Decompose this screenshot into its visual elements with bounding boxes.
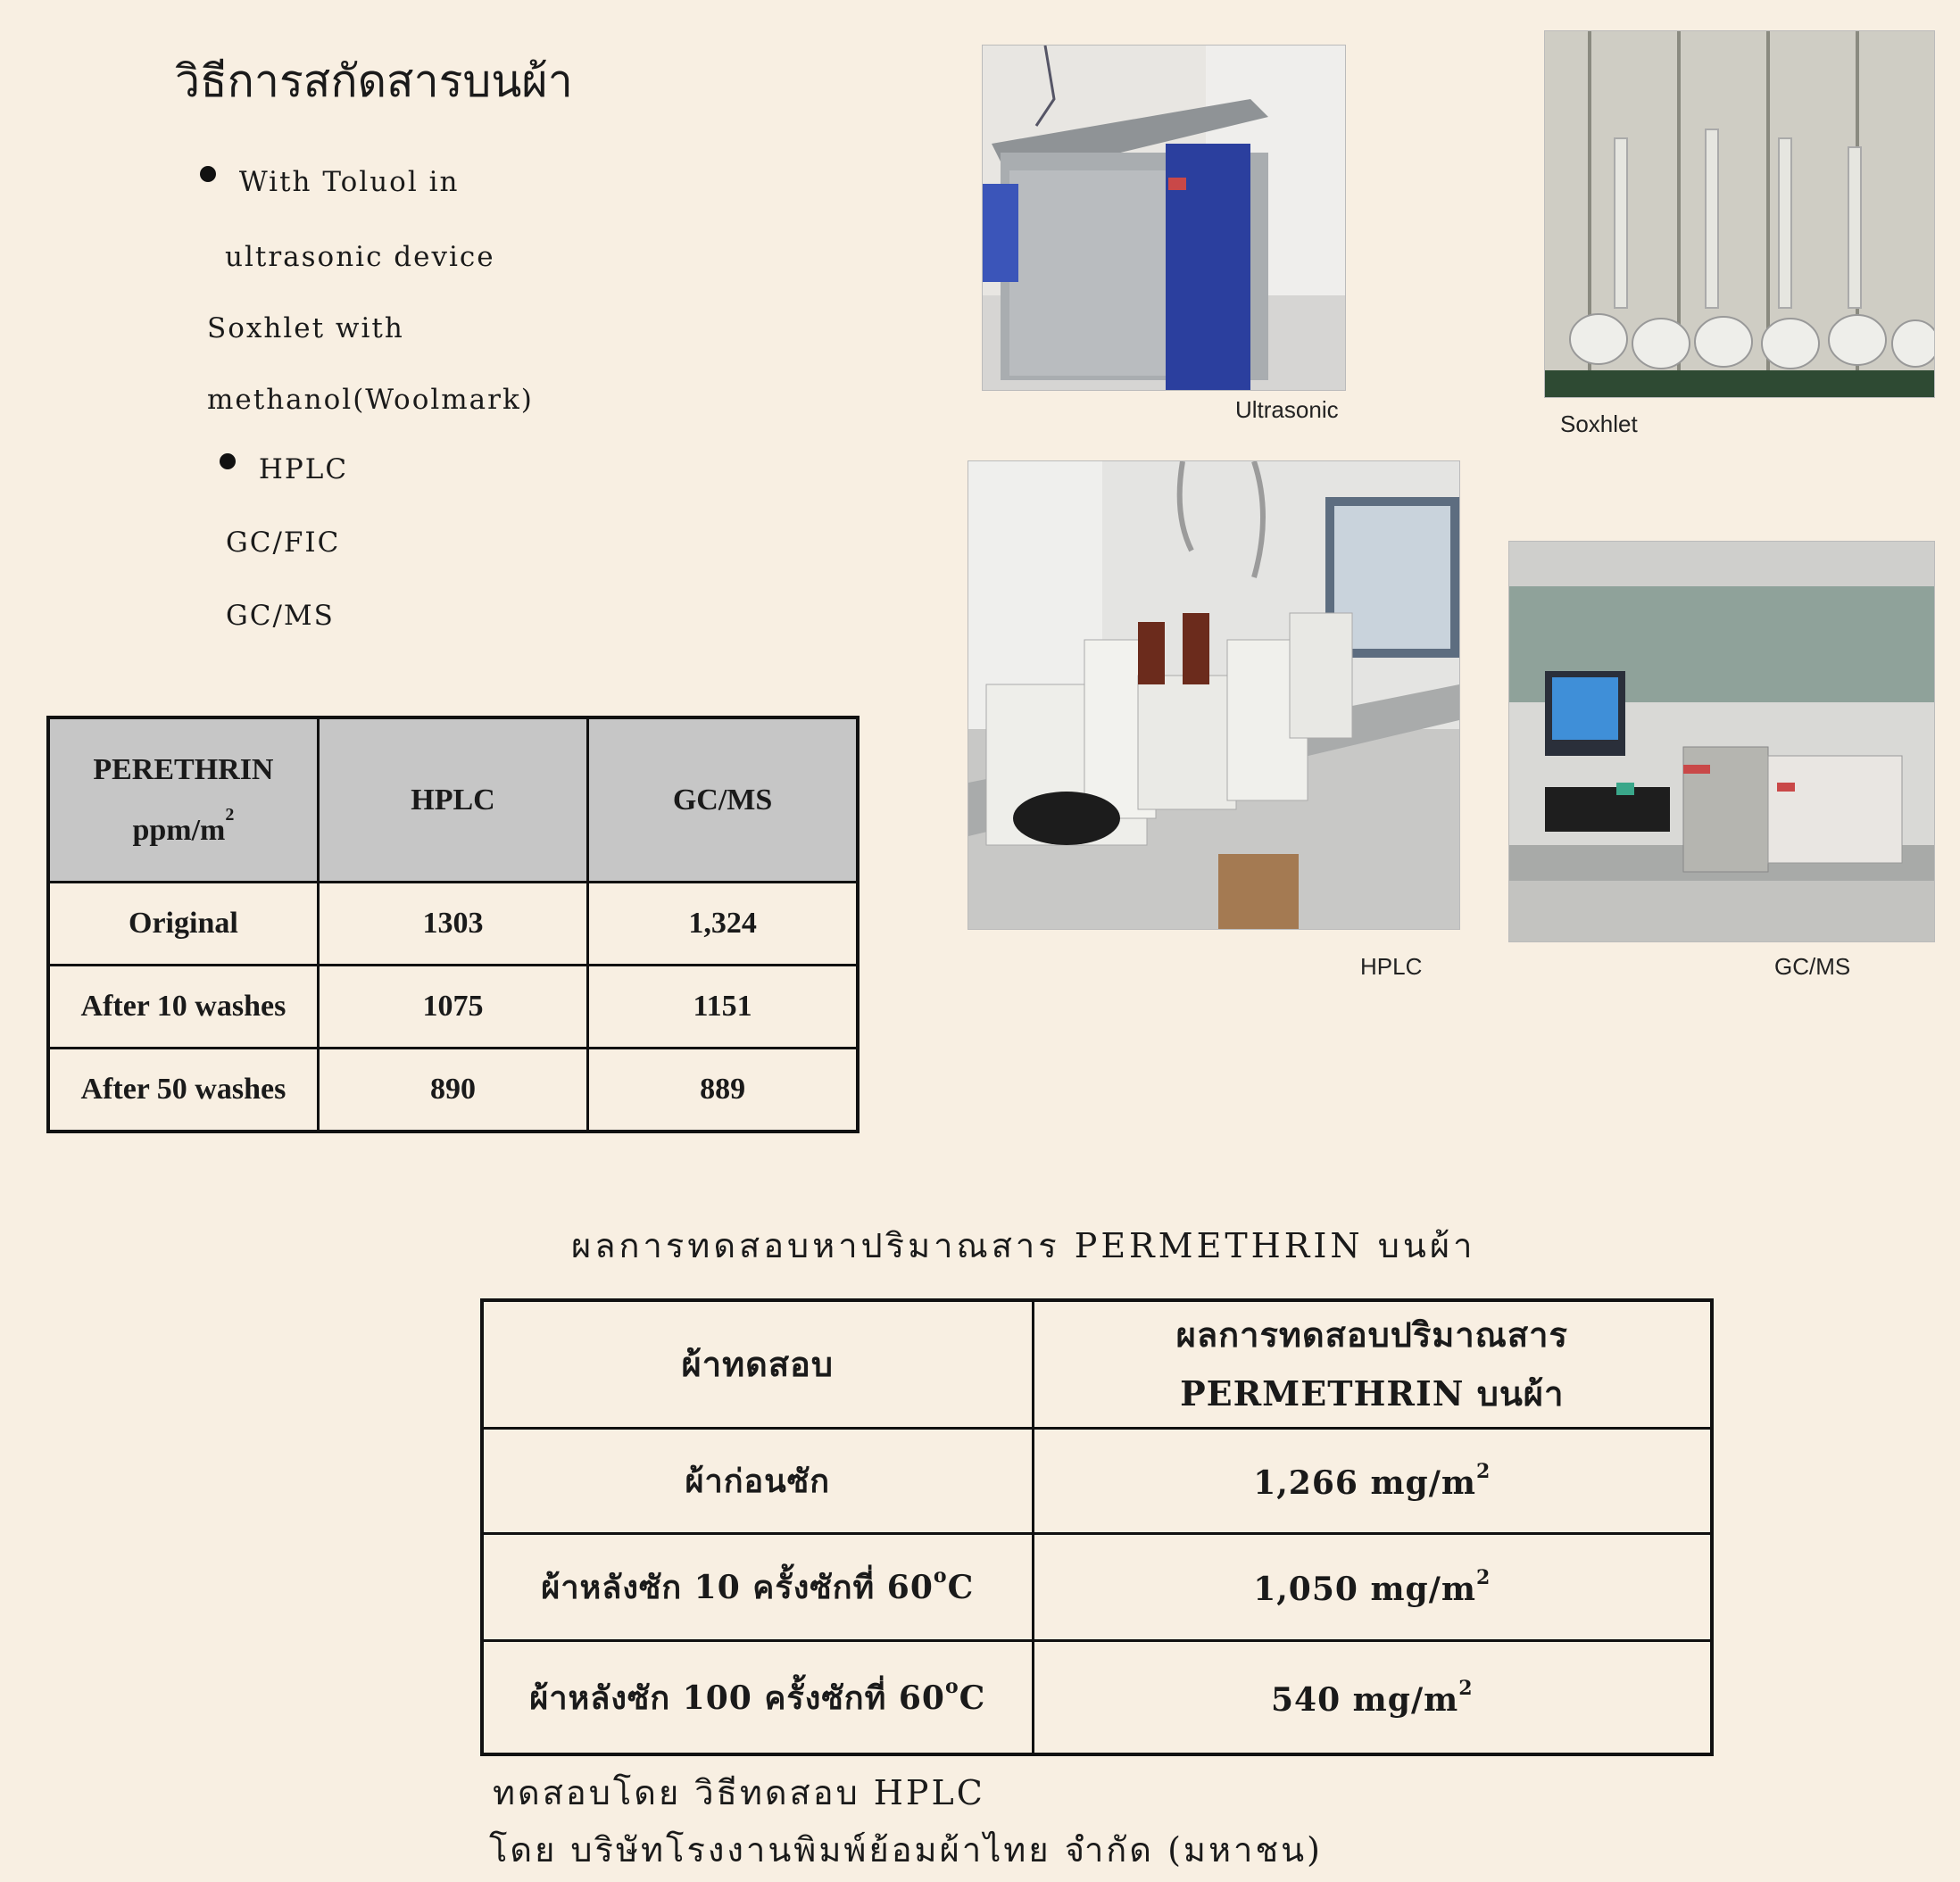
row-label: ผ้าหลังซัก 100 ครั้งซักที่ 60$^o$C (482, 1641, 1033, 1755)
hplc-caption: HPLC (1360, 953, 1423, 980)
table-row (482, 1534, 1712, 1641)
method-line: ultrasonic device (225, 241, 495, 273)
table-header-cell: HPLC (318, 717, 587, 883)
permethrin-title: ผลการทดสอบหาปริมาณสาร PERMETHRIN บนผ้า (571, 1226, 1476, 1265)
row-value: 540 $mg/m^2$ (1033, 1641, 1712, 1755)
row-label: ผ้าก่อนซัก (482, 1429, 1033, 1534)
gcms-value: 1,324 (588, 883, 858, 966)
hplc-value: 890 (318, 1049, 587, 1132)
table-header-cell: ผ้าทดสอบ (482, 1300, 1033, 1429)
table-row (48, 966, 858, 1049)
hplc-value: 1075 (318, 966, 587, 1049)
table-row (482, 1429, 1712, 1534)
table-row (48, 1049, 858, 1132)
row-label: After 50 washes (48, 1049, 318, 1132)
header-line: ผลการทดสอบปริมาณสาร (1175, 1314, 1568, 1355)
permethrin-table (480, 1298, 1714, 1756)
test-method-note: ทดสอบโดย วิธีทดสอบ HPLC (493, 1773, 985, 1812)
soxhlet-photo (1544, 30, 1935, 398)
test-company-note: โดย บริษัทโรงงานพิมพ์ย้อมผ้าไทย จำกัด (มหาชน) (489, 1830, 1323, 1870)
soxhlet-caption: Soxhlet (1560, 410, 1638, 437)
row-label: After 10 washes (48, 966, 318, 1049)
table-row (482, 1641, 1712, 1755)
method-line: With Toluol in (238, 166, 460, 198)
row-label: ผ้าหลังซัก 10 ครั้งซักที่ 60$^o$C (482, 1534, 1033, 1641)
table-header-row (48, 717, 858, 883)
gcms-value: 1151 (588, 966, 858, 1049)
method-line: methanol(Woolmark) (207, 384, 534, 416)
row-value: 1,050 $mg/m^2$ (1033, 1534, 1712, 1641)
gcms-photo (1508, 541, 1935, 942)
bullet-icon (200, 166, 216, 182)
row-value: 1,266 $mg/m^2$ (1033, 1429, 1712, 1534)
ultrasonic-photo (982, 45, 1346, 391)
perethrin-table (46, 716, 860, 1133)
table-header-cell (1033, 1300, 1712, 1429)
analysis-line: GC/MS (226, 600, 335, 632)
hplc-photo (968, 460, 1460, 930)
method-line: Soxhlet with (207, 312, 404, 344)
analysis-line: GC/FIC (226, 526, 341, 559)
header-line: PERMETHRIN บนผ้า (1180, 1373, 1565, 1414)
header-unit: ppm/$m^2$ (132, 804, 235, 847)
page-title: วิธีการสกัดสารบนผ้า (175, 55, 573, 107)
table-header-cell (48, 717, 318, 883)
ultrasonic-caption: Ultrasonic (1235, 396, 1339, 423)
table-header-cell: GC/MS (588, 717, 858, 883)
table-header-row (482, 1300, 1712, 1429)
header-label: PERETHRIN (93, 752, 274, 786)
analysis-line: HPLC (258, 453, 349, 485)
bullet-icon (220, 453, 236, 469)
method-bullet-1 (200, 166, 460, 198)
hplc-value: 1303 (318, 883, 587, 966)
table-row (48, 883, 858, 966)
method-bullet-2 (220, 453, 348, 485)
gcms-value: 889 (588, 1049, 858, 1132)
gcms-caption: GC/MS (1774, 953, 1851, 980)
row-label: Original (48, 883, 318, 966)
